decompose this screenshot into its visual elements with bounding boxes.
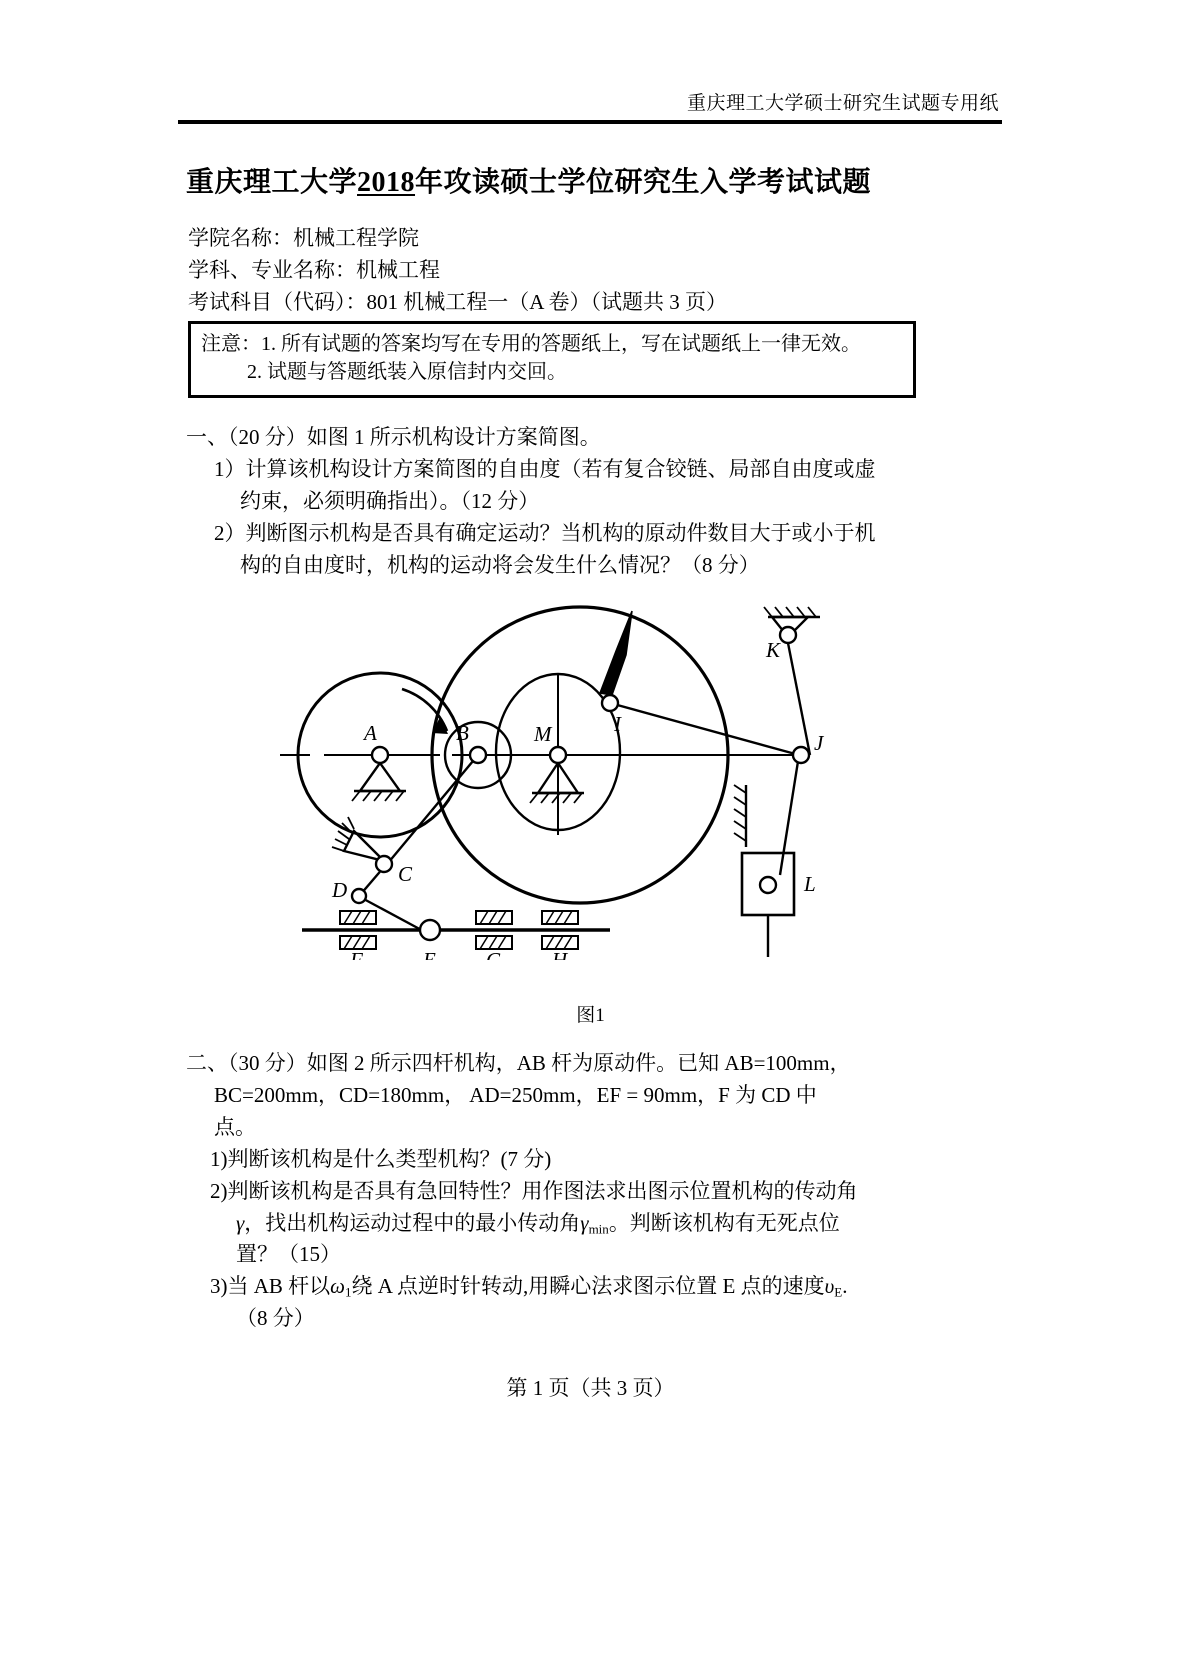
question-2-sub-2-text-d: 。判断该机构有无死点位 (608, 1210, 840, 1235)
gamma-min-subscript: min (588, 1221, 609, 1237)
joint-D (352, 889, 366, 903)
question-2-sub-2-line-3: 置？（15） (236, 1242, 341, 1267)
college-value: 机械工程学院 (293, 226, 419, 250)
joint-K (780, 627, 796, 643)
hatch-ground-A (352, 791, 404, 801)
gamma-min-symbol: γ (580, 1210, 589, 1235)
link-K-J (788, 643, 810, 755)
joint-E (420, 920, 440, 940)
link-J-L (780, 755, 799, 875)
question-1-sub-1-line-2: 约束，必须明确指出）。（12 分） (240, 488, 540, 513)
figure-label-B: B (456, 721, 469, 745)
subject-value: 801 机械工程一（A 卷）（试题共 3 页） (366, 290, 728, 314)
page-footer: 第 1 页（共 3 页） (506, 1376, 675, 1400)
title-year: 2018 (357, 167, 416, 198)
hatch-ground-M (530, 793, 582, 803)
question-1-lead: 一、（20 分）如图 1 所示机构设计方案简图。 (186, 425, 601, 449)
link-D-E (360, 897, 427, 933)
title-prefix: 重庆理工大学 (186, 167, 358, 198)
question-2-lead-line-1: 二、（30 分）如图 2 所示四杆机构，AB 杆为原动件。已知 AB=100mm， (186, 1051, 851, 1075)
pivot-triangle-A (360, 763, 400, 791)
omega-subscript: 1 (345, 1284, 352, 1300)
notice-box (188, 321, 916, 398)
hatch-guide-L (734, 785, 746, 841)
college-line (188, 222, 419, 252)
figure-label-A: A (364, 721, 377, 745)
gamma-symbol: γ (236, 1210, 245, 1235)
question-1-sub-1 (186, 454, 976, 518)
question-2-lead (186, 1048, 986, 1144)
question-1-sub-2-line-1: 2）判断图示机构是否具有确定运动？当机构的原动件数目大于或小于机 (214, 520, 876, 545)
figure-label-J: J (814, 731, 824, 755)
subject-label: 考试科目（代码）： (188, 290, 367, 314)
figure-label-H: H (552, 948, 568, 960)
question-1 (186, 422, 976, 582)
velocity-symbol: υ (824, 1274, 835, 1299)
figure-label-G: G (486, 948, 502, 960)
notice-line-2: 2. 试题与答题纸装入原信封内交回。 (247, 361, 567, 384)
figure-1-caption: 图1 (576, 1005, 605, 1026)
figure-label-L: L (804, 872, 816, 896)
header-rule (178, 120, 1002, 124)
omega-symbol: ω (330, 1274, 345, 1299)
figure-label-I: I (614, 712, 621, 736)
major-label: 学科、专业名称： (188, 258, 356, 282)
major-value: 机械工程 (356, 258, 440, 282)
question-2-lead-line-3: 点。 (214, 1114, 256, 1139)
question-2-sub-2-line-1: 2)判断该机构是否具有急回特性？用作图法求出图示位置机构的传动角 (210, 1178, 858, 1203)
joint-A (372, 747, 388, 763)
question-1-sub-2 (186, 518, 976, 582)
figure-label-F: F (350, 948, 363, 960)
figure-1-mechanism-diagram (280, 585, 900, 960)
question-2-sub-2-line-2 (210, 1208, 986, 1240)
joint-B (470, 747, 486, 763)
major-line (188, 254, 440, 284)
question-1-sub-1-line-1: 1）计算该机构设计方案简图的自由度（若有复合铰链、局部自由度或虚 (214, 456, 876, 481)
figure-label-C: C (398, 862, 413, 886)
question-2-sub-2-text-b: ，找出机构运动过程中的最小传动角 (244, 1210, 581, 1235)
question-2-sub-1: 1)判断该机构是什么类型机构？(7 分) (210, 1146, 552, 1171)
question-2-sub-3-text-c: . (842, 1274, 848, 1299)
page-title (186, 160, 1006, 200)
title-suffix: 年攻读硕士学位研究生入学考试试题 (415, 167, 872, 198)
joint-L (760, 877, 776, 893)
notice-line-1: 注意：1. 所有试题的答案均写在专用的答题纸上，写在试题纸上一律无效。 (201, 333, 861, 355)
cam-lobe-filled (600, 611, 632, 695)
joint-C (376, 856, 392, 872)
college-label: 学院名称： (188, 226, 293, 250)
hatch-ground-K (764, 607, 816, 617)
question-2-sub-3-line-2: （8 分） (236, 1306, 315, 1331)
figure-label-D: D (332, 878, 348, 902)
question-2-sub-2 (186, 1176, 986, 1272)
figure-label-M: M (534, 722, 552, 746)
question-2-sub-3 (186, 1271, 986, 1335)
joint-M (550, 747, 566, 763)
header-stamp: 重庆理工大学硕士研究生试题专用纸 (686, 93, 999, 114)
subject-line (188, 286, 727, 316)
joint-J (793, 747, 809, 763)
velocity-subscript: E (834, 1284, 843, 1300)
question-2-sub-3-text-b: 绕 A 点逆时针转动,用瞬心法求图示位置 E 点的速度 (351, 1274, 825, 1299)
question-1-sub-2-line-2: 构的自由度时，机构的运动将会发生什么情况？（8 分） (240, 552, 760, 577)
figure-label-E: E (423, 948, 436, 960)
question-2-lead-line-2: BC=200mm，CD=180mm， AD=250mm，EF = 90mm，F 为 CD 中 (214, 1082, 817, 1107)
joint-I (602, 695, 618, 711)
mechanism-svg (280, 585, 900, 960)
question-2 (186, 1048, 986, 1335)
question-2-sub-3-text-a: 3)当 AB 杆以 (210, 1274, 331, 1299)
link-I-J (610, 703, 799, 755)
figure-label-K: K (766, 638, 781, 662)
